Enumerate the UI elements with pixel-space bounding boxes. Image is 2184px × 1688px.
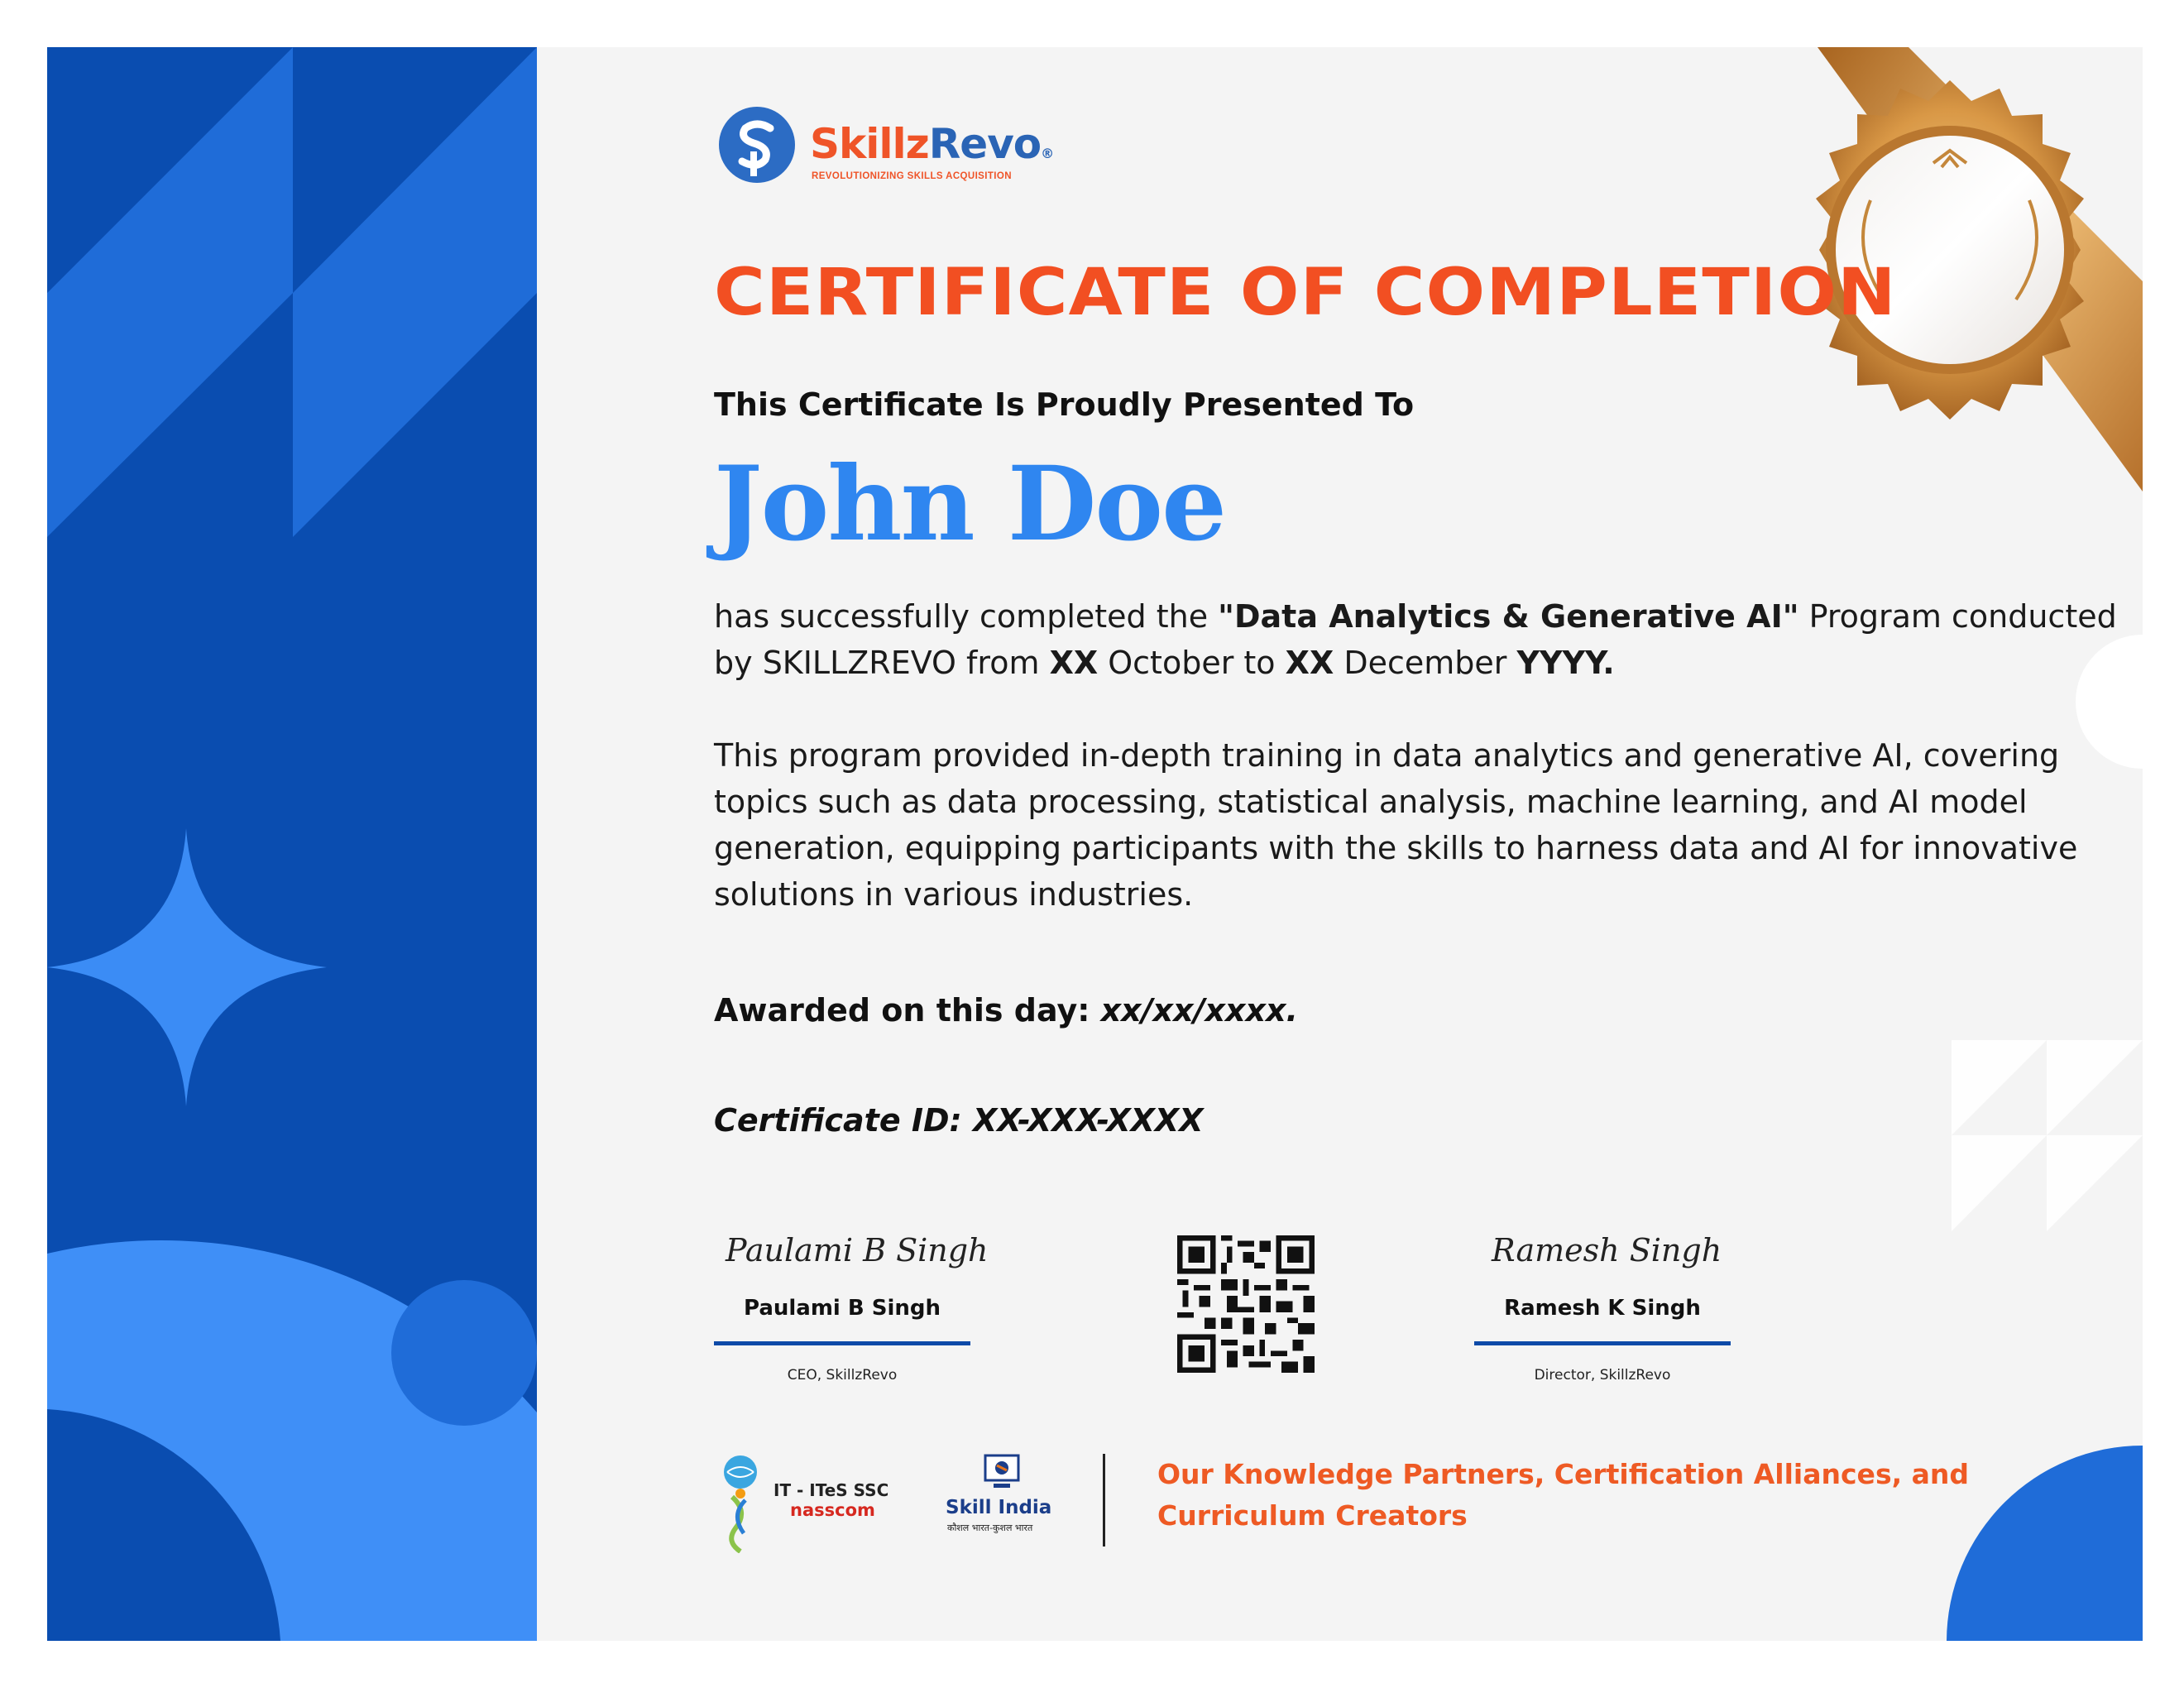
program-name: "Data Analytics & Generative AI" [1218,598,1799,635]
left-decorative-panel [47,47,537,1641]
partners-heading: Our Knowledge Partners, Certification Alliances, and Curriculum Creators [1157,1458,1969,1532]
signatory-name-director: Ramesh K Singh [1504,1296,1701,1321]
signatory-role-ceo: CEO, SkillzRevo [787,1367,898,1383]
skillzrevo-logo-icon [717,105,797,185]
signature-line [714,1341,970,1345]
signature-director: Ramesh Singh [1492,1232,1722,1268]
brand-tagline: REVOLUTIONIZING SKILLS ACQUISITION [812,171,1012,181]
partners-divider [1103,1454,1105,1547]
skill-india-label: Skill India [946,1497,1052,1518]
certificate-sheet [47,47,2143,1641]
globe-figure-icon [716,1454,765,1553]
presented-to-label: This Certificate Is Proudly Presented To [714,386,1415,423]
signature-ceo: Paulami B Singh [726,1232,989,1268]
signatory-name-ceo: Paulami B Singh [743,1296,941,1321]
certificate-title: CERTIFICATE OF COMPLETION [714,256,1897,330]
nasscom-name: nasscom [790,1500,875,1520]
qr-code[interactable] [1177,1235,1315,1373]
completion-statement: has successfully completed the "Data Analytics & Generative AI" Program conducted by SKILLZREVO from XX October to XX December YYYY. [714,598,2117,681]
decorative-triangles [1952,1040,2143,1231]
certificate-id: Certificate ID: XX-XXX-XXXX [714,1102,1204,1139]
program-description: This program provided in-depth training in data analytics and generative AI, covering topics such as data processing, statistical analysis, machine learning, and AI model generation, equipping participants with the skills to harness data and AI for innovative solutions in various industries. [714,737,2078,913]
nasscom-logo [716,1454,889,1553]
skill-india-logo [946,1454,1061,1545]
skill-india-emblem-icon [984,1454,1020,1492]
brand-name: SkillzRevo® [810,120,1054,168]
nasscom-label: IT - ITeS SSC [774,1480,889,1500]
recipient-name: John Doe [714,444,1225,564]
awarded-date: Awarded on this day: xx/xx/xxxx. [714,992,1298,1029]
brand-logo [717,105,1054,189]
skill-india-tagline: कौशल भारत-कुशल भारत [947,1523,1033,1533]
geometric-pattern [47,47,537,1641]
signatory-role-director: Director, SkillzRevo [1534,1367,1671,1383]
signature-line [1474,1341,1731,1345]
